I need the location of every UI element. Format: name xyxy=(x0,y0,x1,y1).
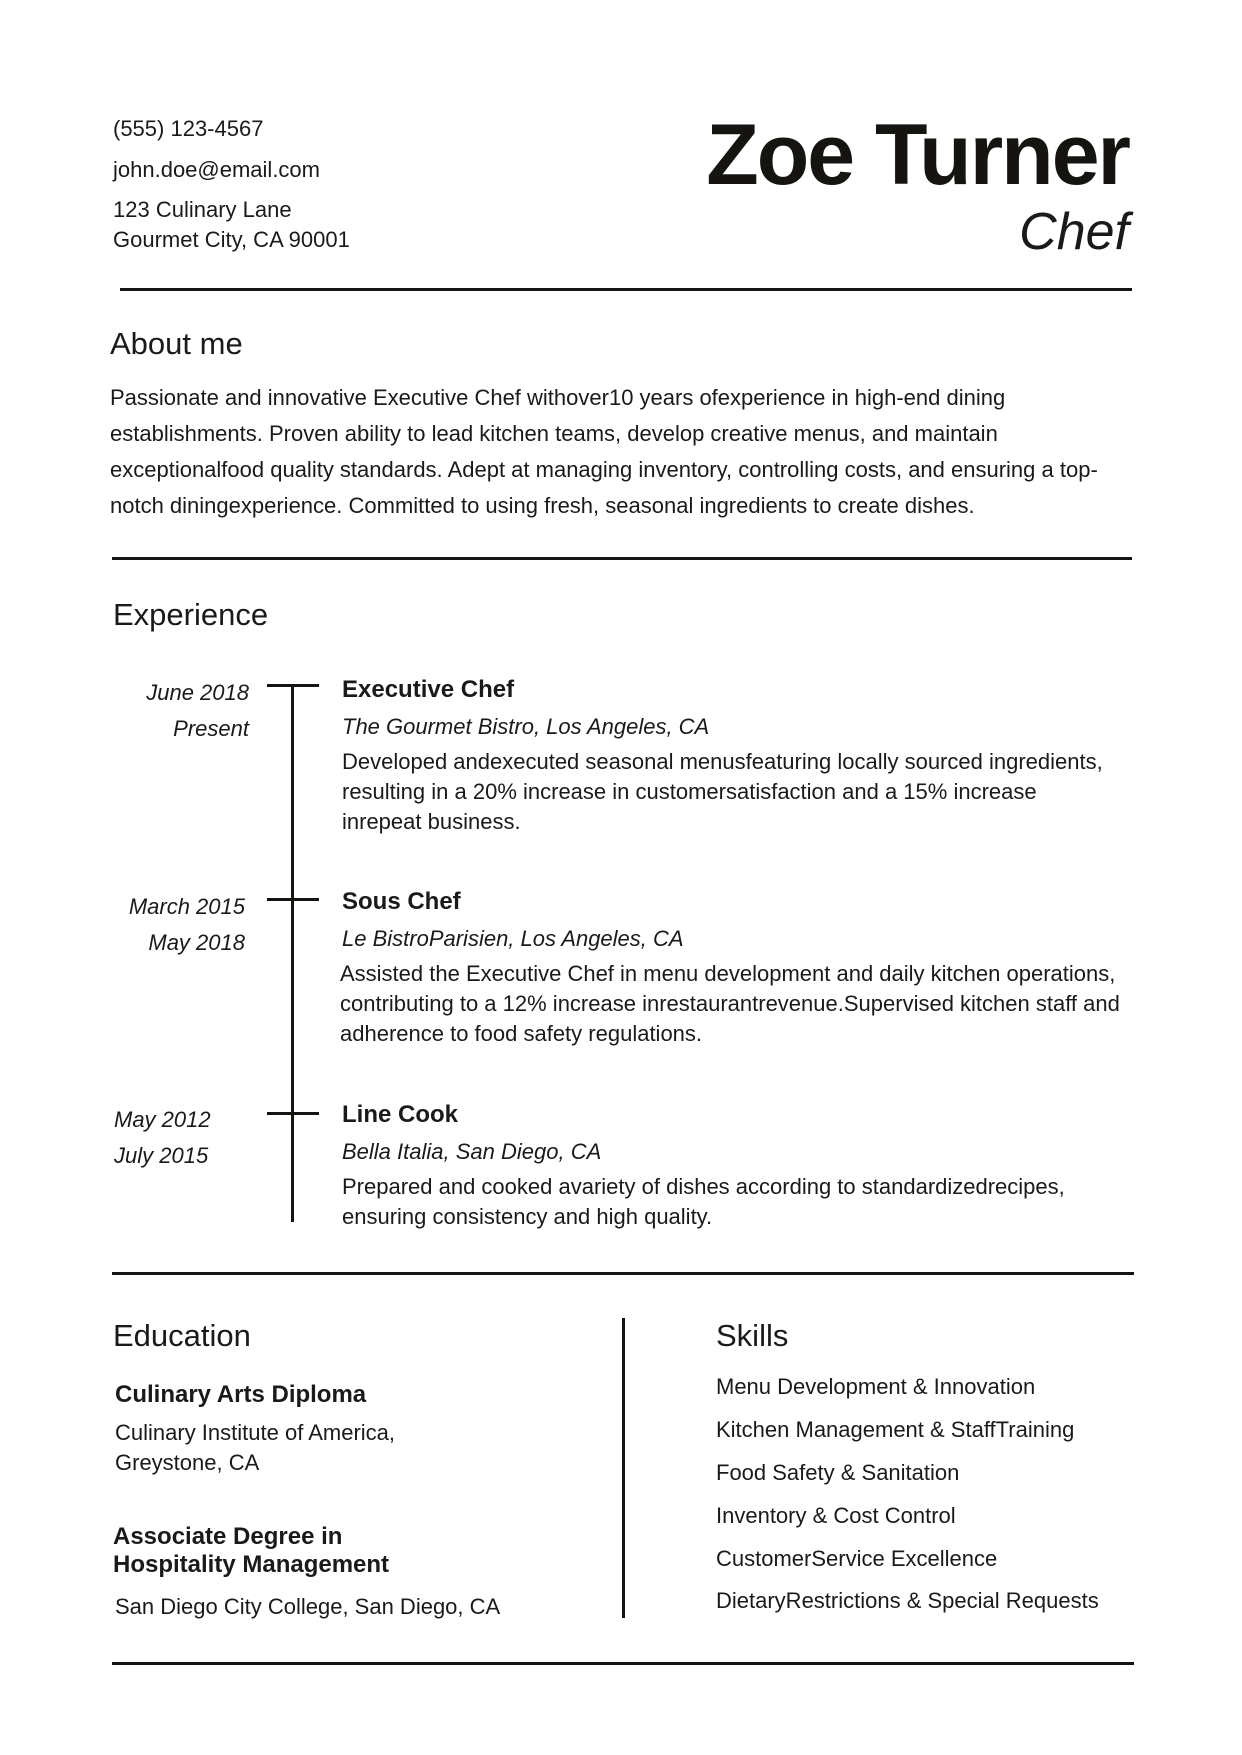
job-end-date: May 2018 xyxy=(148,930,245,955)
job-start-date: March 2015 xyxy=(128,894,245,919)
header-divider xyxy=(120,288,1132,291)
job-company: Le BistroParisien, Los Angeles, CA xyxy=(342,926,684,951)
timeline-tick xyxy=(267,1112,319,1115)
timeline-tick xyxy=(267,684,319,687)
skill-item: Kitchen Management & StaffTraining xyxy=(716,1417,1075,1442)
job-title: Executive Chef xyxy=(342,676,515,703)
skill-item: DietaryRestrictions & Special Requests xyxy=(716,1588,1099,1613)
about-heading: About me xyxy=(110,326,243,361)
job-end-date: July 2015 xyxy=(114,1143,209,1168)
contact-email: john.doe@email.com xyxy=(113,157,320,182)
education-institution: Culinary Institute of America, xyxy=(115,1420,396,1445)
footer-divider xyxy=(112,1662,1134,1665)
education-degree: Culinary Arts Diploma xyxy=(115,1381,367,1408)
education-institution: San Diego City College, San Diego, CA xyxy=(115,1594,501,1619)
experience-timeline xyxy=(291,684,294,1222)
experience-divider xyxy=(112,1272,1134,1275)
job-description: Prepared and cooked avariety of dishes according to standardizedrecipes, ensuring consistency and high quality. xyxy=(342,1174,1065,1229)
job-company: The Gourmet Bistro, Los Angeles, CA xyxy=(342,714,710,739)
skill-item: CustomerService Excellence xyxy=(716,1546,998,1571)
job-start-date: May 2012 xyxy=(114,1107,211,1132)
contact-address-line2: Gourmet City, CA 90001 xyxy=(113,227,350,252)
job-company: Bella Italia, San Diego, CA xyxy=(342,1139,602,1164)
job-description: Assisted the Executive Chef in menu development and daily kitchen operations, contributing to a 12% increase inrestaurantrevenue.Supervised kitchen staff and adherence to food safety regulations. xyxy=(340,961,1120,1046)
job-title: Sous Chef xyxy=(342,888,461,915)
about-divider xyxy=(112,557,1132,560)
education-degree-line2: Hospitality Management xyxy=(113,1551,390,1578)
skill-item: Menu Development & Innovation xyxy=(716,1374,1036,1399)
candidate-name: Zoe Turner xyxy=(706,107,1129,203)
skills-heading: Skills xyxy=(716,1318,789,1353)
timeline-tick xyxy=(267,898,319,901)
column-divider xyxy=(622,1318,625,1618)
contact-address-line1: 123 Culinary Lane xyxy=(113,197,292,222)
education-degree: Associate Degree in xyxy=(113,1523,343,1550)
about-text: Passionate and innovative Executive Chef withover10 years ofexperience in high-end dining establishments. Proven ability to lead kitchen teams, develop creative menus, and maintain exceptionalfood quality standards. Adept at managing inventory, controlling costs, and ensuring a top-notch diningexperience. Committed to using fresh, seasonal ingredients to create dishes. xyxy=(110,385,1098,518)
candidate-title: Chef xyxy=(1019,203,1129,261)
skill-item: Food Safety & Sanitation xyxy=(716,1460,960,1485)
job-end-date: Present xyxy=(173,716,249,741)
experience-heading: Experience xyxy=(113,597,269,632)
job-title: Line Cook xyxy=(342,1101,459,1128)
education-location: Greystone, CA xyxy=(115,1450,260,1475)
education-heading: Education xyxy=(113,1318,251,1353)
contact-phone: (555) 123-4567 xyxy=(113,116,264,141)
job-description: Developed andexecuted seasonal menusfeaturing locally sourced ingredients, resulting in a 20% increase in customersatisfaction and a 15% increase inrepeat business. xyxy=(342,749,1103,834)
job-start-date: June 2018 xyxy=(146,680,249,705)
skill-item: Inventory & Cost Control xyxy=(716,1503,956,1528)
